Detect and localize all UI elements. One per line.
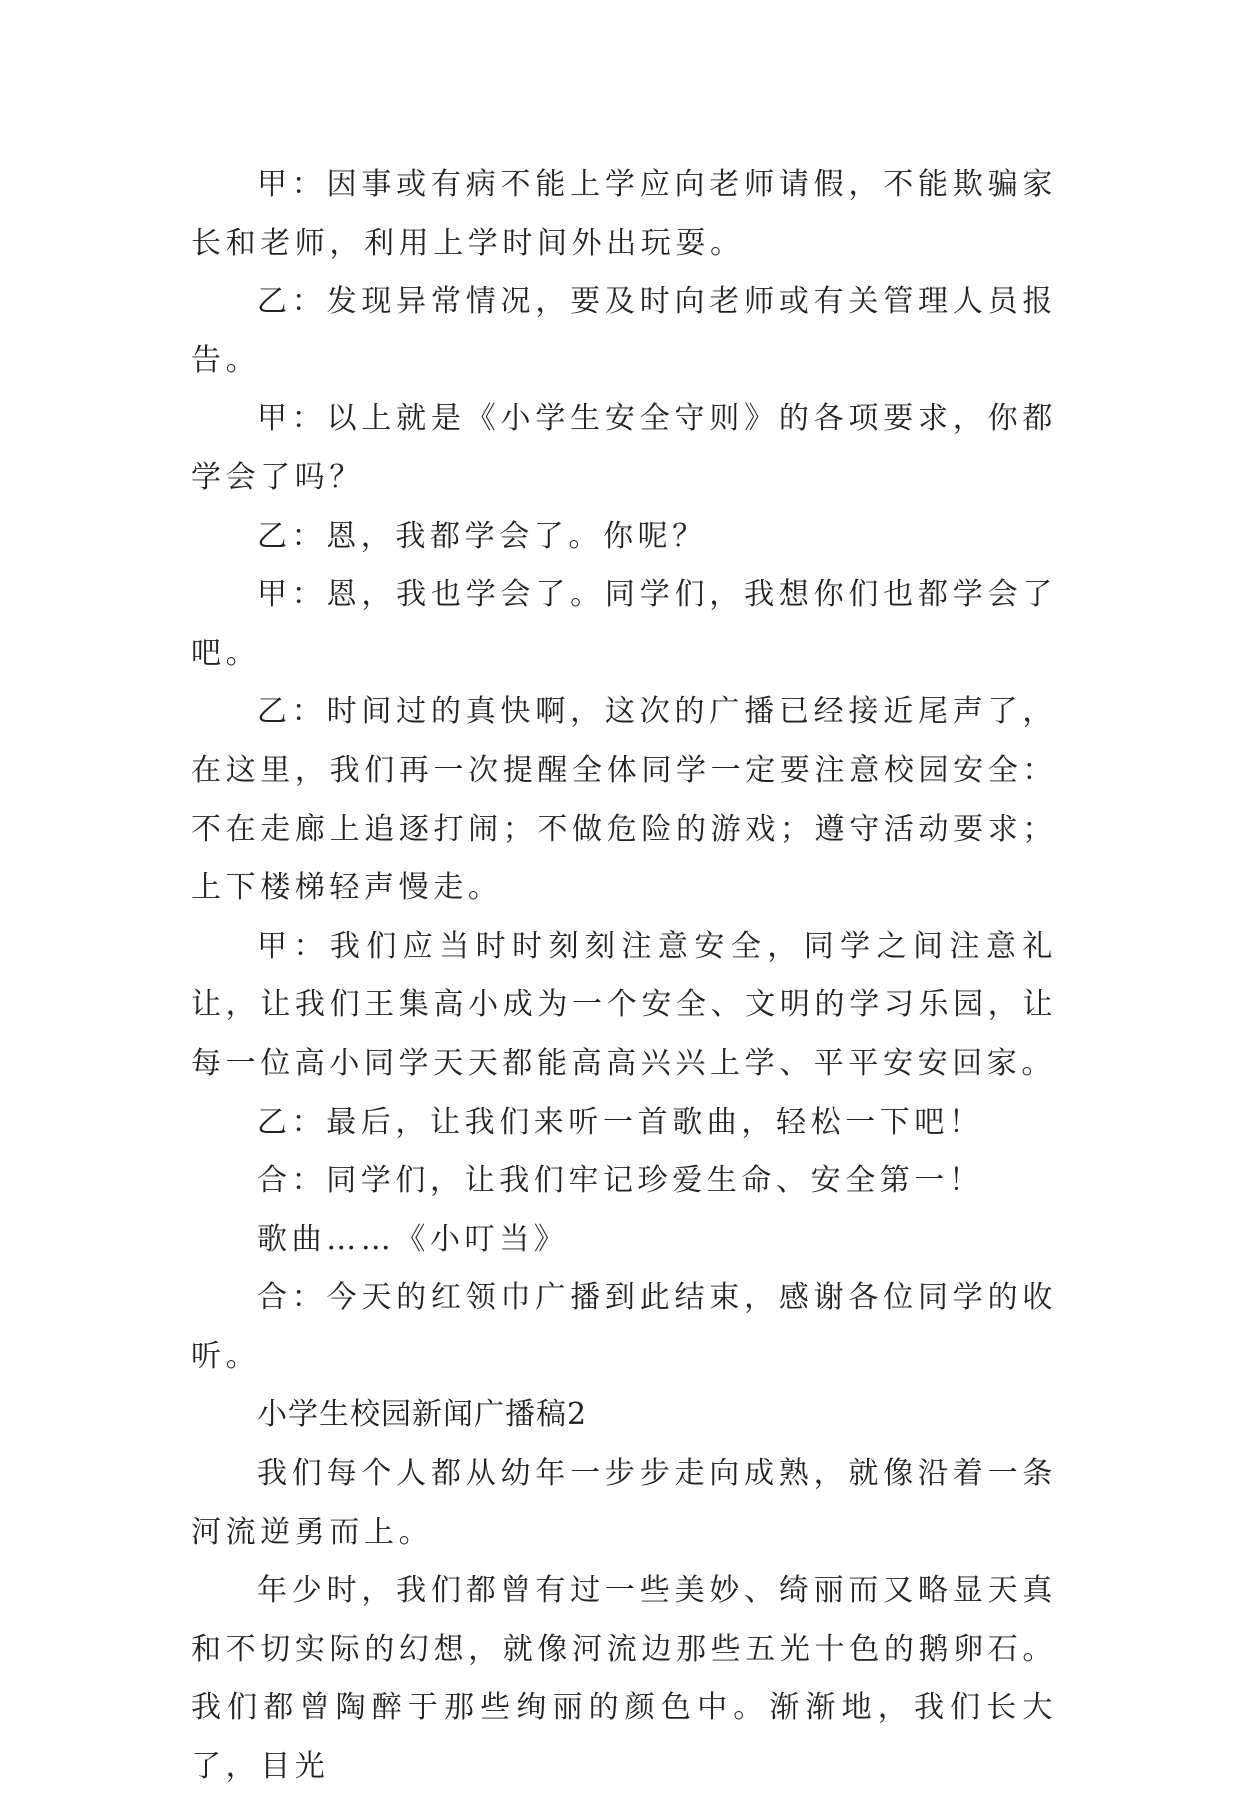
paragraph: 甲：我们应当时时刻刻注意安全，同学之间注意礼让，让我们王集高小成为一个安全、文明的学习乐园，让每一位高小同学天天都能高高兴兴上学、平平安安回家。	[191, 928, 1057, 1081]
paragraph: 合：同学们，让我们牢记珍爱生命、安全第一！	[257, 1163, 984, 1199]
section-heading: 小学生校园新闻广播稿2	[257, 1397, 588, 1433]
paragraph: 乙：时间过的真快啊，这次的广播已经接近尾声了，在这里，我们再一次提醒全体同学一定要注意校园安全：不在走廊上追逐打闹；不做危险的游戏；遵守活动要求；上下楼梯轻声慢走。	[191, 694, 1057, 906]
paragraph: 我们每个人都从幼年一步步走向成熟，就像沿着一条河流逆勇而上。	[191, 1456, 1057, 1550]
paragraph: 乙：发现异常情况，要及时向老师或有关管理人员报告。	[191, 284, 1057, 378]
paragraph: 甲：恩，我也学会了。同学们，我想你们也都学会了吧。	[191, 577, 1057, 671]
paragraph: 乙：最后，让我们来听一首歌曲，轻松一下吧！	[257, 1104, 984, 1140]
document-body	[191, 156, 1057, 1797]
paragraph: 乙：恩，我都学会了。你呢？	[257, 518, 707, 554]
paragraph: 年少时，我们都曾有过一些美妙、绮丽而又略显天真和不切实际的幻想，就像河流边那些五光十色的鹅卵石。我们都曾陶醉于那些绚丽的颜色中。渐渐地，我们长大了，目光	[191, 1573, 1057, 1785]
paragraph: 甲：因事或有病不能上学应向老师请假，不能欺骗家长和老师，利用上学时间外出玩耍。	[191, 167, 1057, 261]
paragraph: 合：今天的红领巾广播到此结束，感谢各位同学的收听。	[191, 1280, 1057, 1374]
paragraph: 甲：以上就是《小学生安全守则》的各项要求，你都学会了吗？	[191, 401, 1057, 495]
paragraph: 歌曲……《小叮当》	[257, 1221, 569, 1257]
